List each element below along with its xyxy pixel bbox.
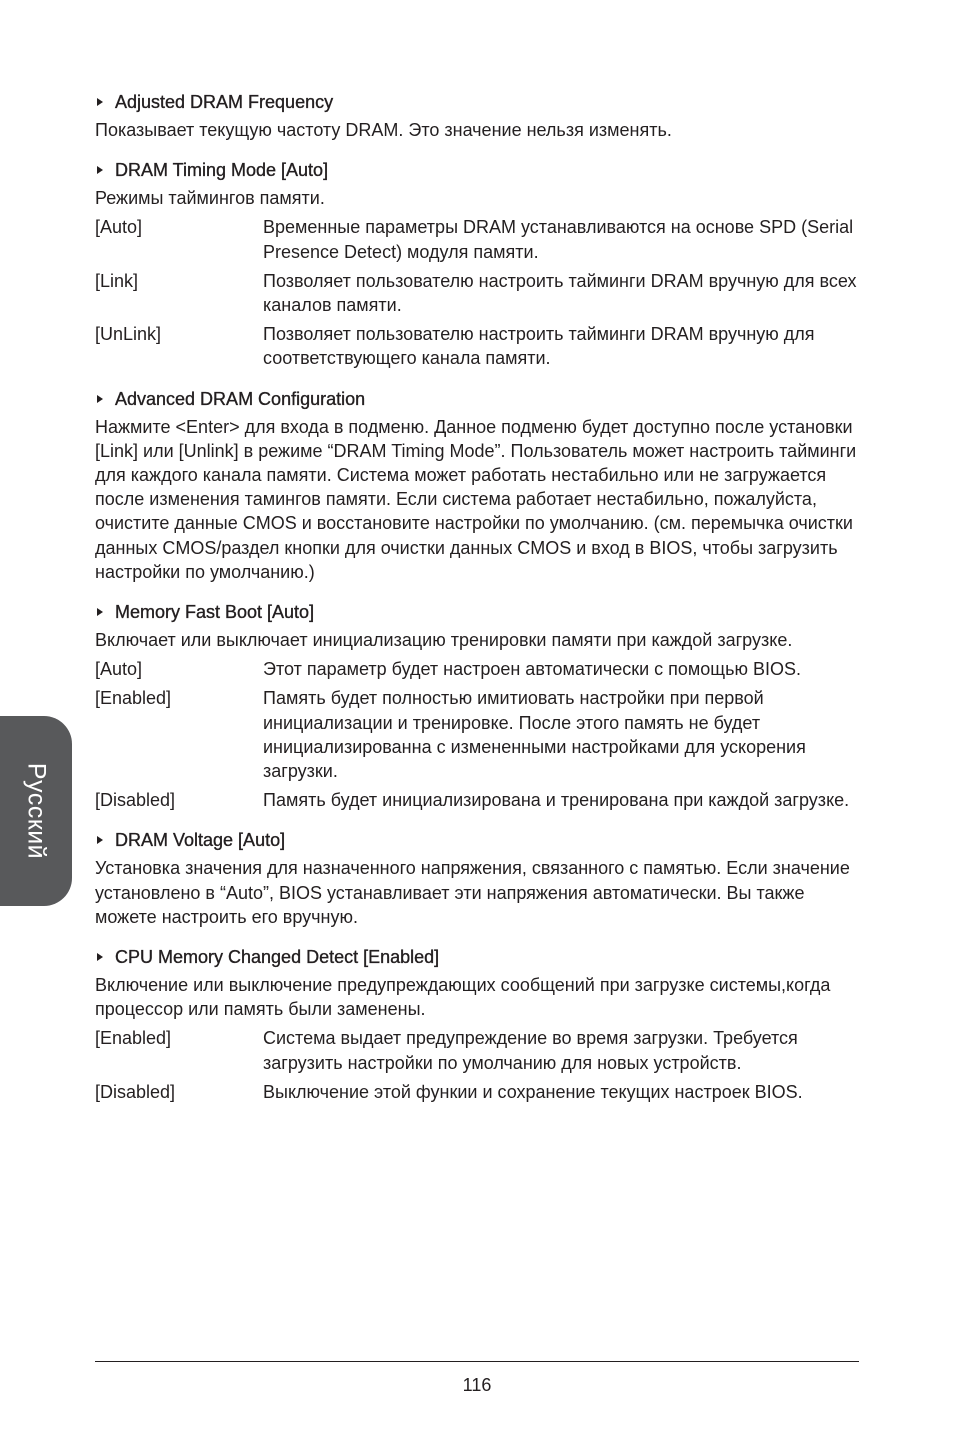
option-key: [UnLink] [95,324,162,345]
section-heading [95,387,860,411]
section-title: Adjusted DRAM Frequency [115,92,334,112]
option-row [95,1026,860,1074]
triangle-bullet-icon [97,166,103,174]
section-title: Advanced DRAM Configuration [115,388,366,409]
section-heading [95,828,860,852]
triangle-bullet-icon [97,395,103,403]
option-description: Система выдает предупреждение во время загрузки. Требуется загрузить настройки по умолчанию для новых устройств. [263,1028,798,1073]
language-side-tab [0,716,72,906]
option-description: Память будет полностью имитиовать настройки при первой инициализации и тренировке. После этого память не будет инициализированна с измененными настройками для ускорения загрузки. [263,688,806,782]
option-row [95,322,860,370]
option-description: Память будет инициализирована и тренирована при каждой загрузке. [263,790,850,811]
section-title: Memory Fast Boot [Auto] [115,602,315,623]
section-description: Установка значения для назначенного напряжения, связанного с памятью. Если значение установлено в “Auto”, BIOS устанавливает эти напряжения автоматически. Вы также можете настроить его вручную. [95,858,850,927]
option-description: Позволяет пользователю настроить тайминги DRAM вручную для соответствующего канала памяти. [263,324,815,369]
option-row [95,788,860,812]
option-description: Выключение этой функии и сохранение текущих настроек BIOS. [263,1081,803,1102]
section-adjusted-dram-frequency [95,90,860,142]
option-row [95,269,860,317]
footer-divider [95,1361,859,1362]
section-dram-timing-mode [95,158,860,370]
section-title: CPU Memory Changed Detect [Enabled] [115,947,440,968]
section-heading [95,158,860,182]
section-heading [95,600,860,624]
option-key: [Auto] [95,217,143,238]
triangle-bullet-icon [97,608,103,616]
section-title: DRAM Voltage [Auto] [115,830,286,851]
section-cpu-memory-changed-detect [95,945,860,1104]
language-tab-label: Русский [22,762,51,860]
option-key: [Enabled] [95,1028,172,1049]
option-key: [Disabled] [95,790,176,811]
triangle-bullet-icon [97,836,103,844]
page-content [95,90,860,1120]
section-description: Режимы таймингов памяти. [95,188,325,209]
option-description: Позволяет пользователю настроить тайминги DRAM вручную для всех каналов памяти. [263,270,857,316]
section-heading [95,945,860,969]
section-description: Нажмите <Enter> для входа в подменю. Данное подменю будет доступно после установки [Link] или [Unlink] в режиме “DRAM Timing Mode”. Пользователь может настроить тайминги для каждого канала памяти. Система может работать нестабильно или не загружается после изменения тамингов памяти. Если система работает нестабильно, пожалуйста, очистите данные CMOS и восстановите настройки по умолчанию. (см. перемычка очистки данных CMOS/раздел кнопки для очистки данных CMOS и вход в BIOS, чтобы загрузить настройки по умолчанию.) [95,416,857,582]
option-row [95,1080,860,1104]
option-description: Временные параметры DRAM устанавливаются на основе SPD (Serial Presence Detect) модуля памяти. [263,217,854,262]
option-key: [Link] [95,270,139,291]
option-row [95,657,860,681]
option-key: [Auto] [95,659,143,680]
section-memory-fast-boot [95,600,860,812]
page-number: 116 [462,1375,492,1395]
section-heading [95,90,860,114]
section-description: Показывает текущую частоту DRAM. Это значение нельзя изменять. [95,120,672,140]
section-title: DRAM Timing Mode [Auto] [115,160,329,181]
triangle-bullet-icon [97,98,103,106]
section-description: Включает или выключает инициализацию тренировки памяти при каждой загрузке. [95,630,793,651]
option-key: [Disabled] [95,1081,176,1102]
section-advanced-dram-configuration [95,387,860,584]
option-description: Этот параметр будет настроен автоматически с помощью BIOS. [263,659,801,680]
option-row [95,215,860,263]
section-description: Включение или выключение предупреждающих сообщений при загрузке системы,когда процессор или память были заменены. [95,975,831,1020]
triangle-bullet-icon [97,953,103,961]
option-key: [Enabled] [95,688,172,709]
option-row [95,686,860,783]
section-dram-voltage [95,828,860,929]
